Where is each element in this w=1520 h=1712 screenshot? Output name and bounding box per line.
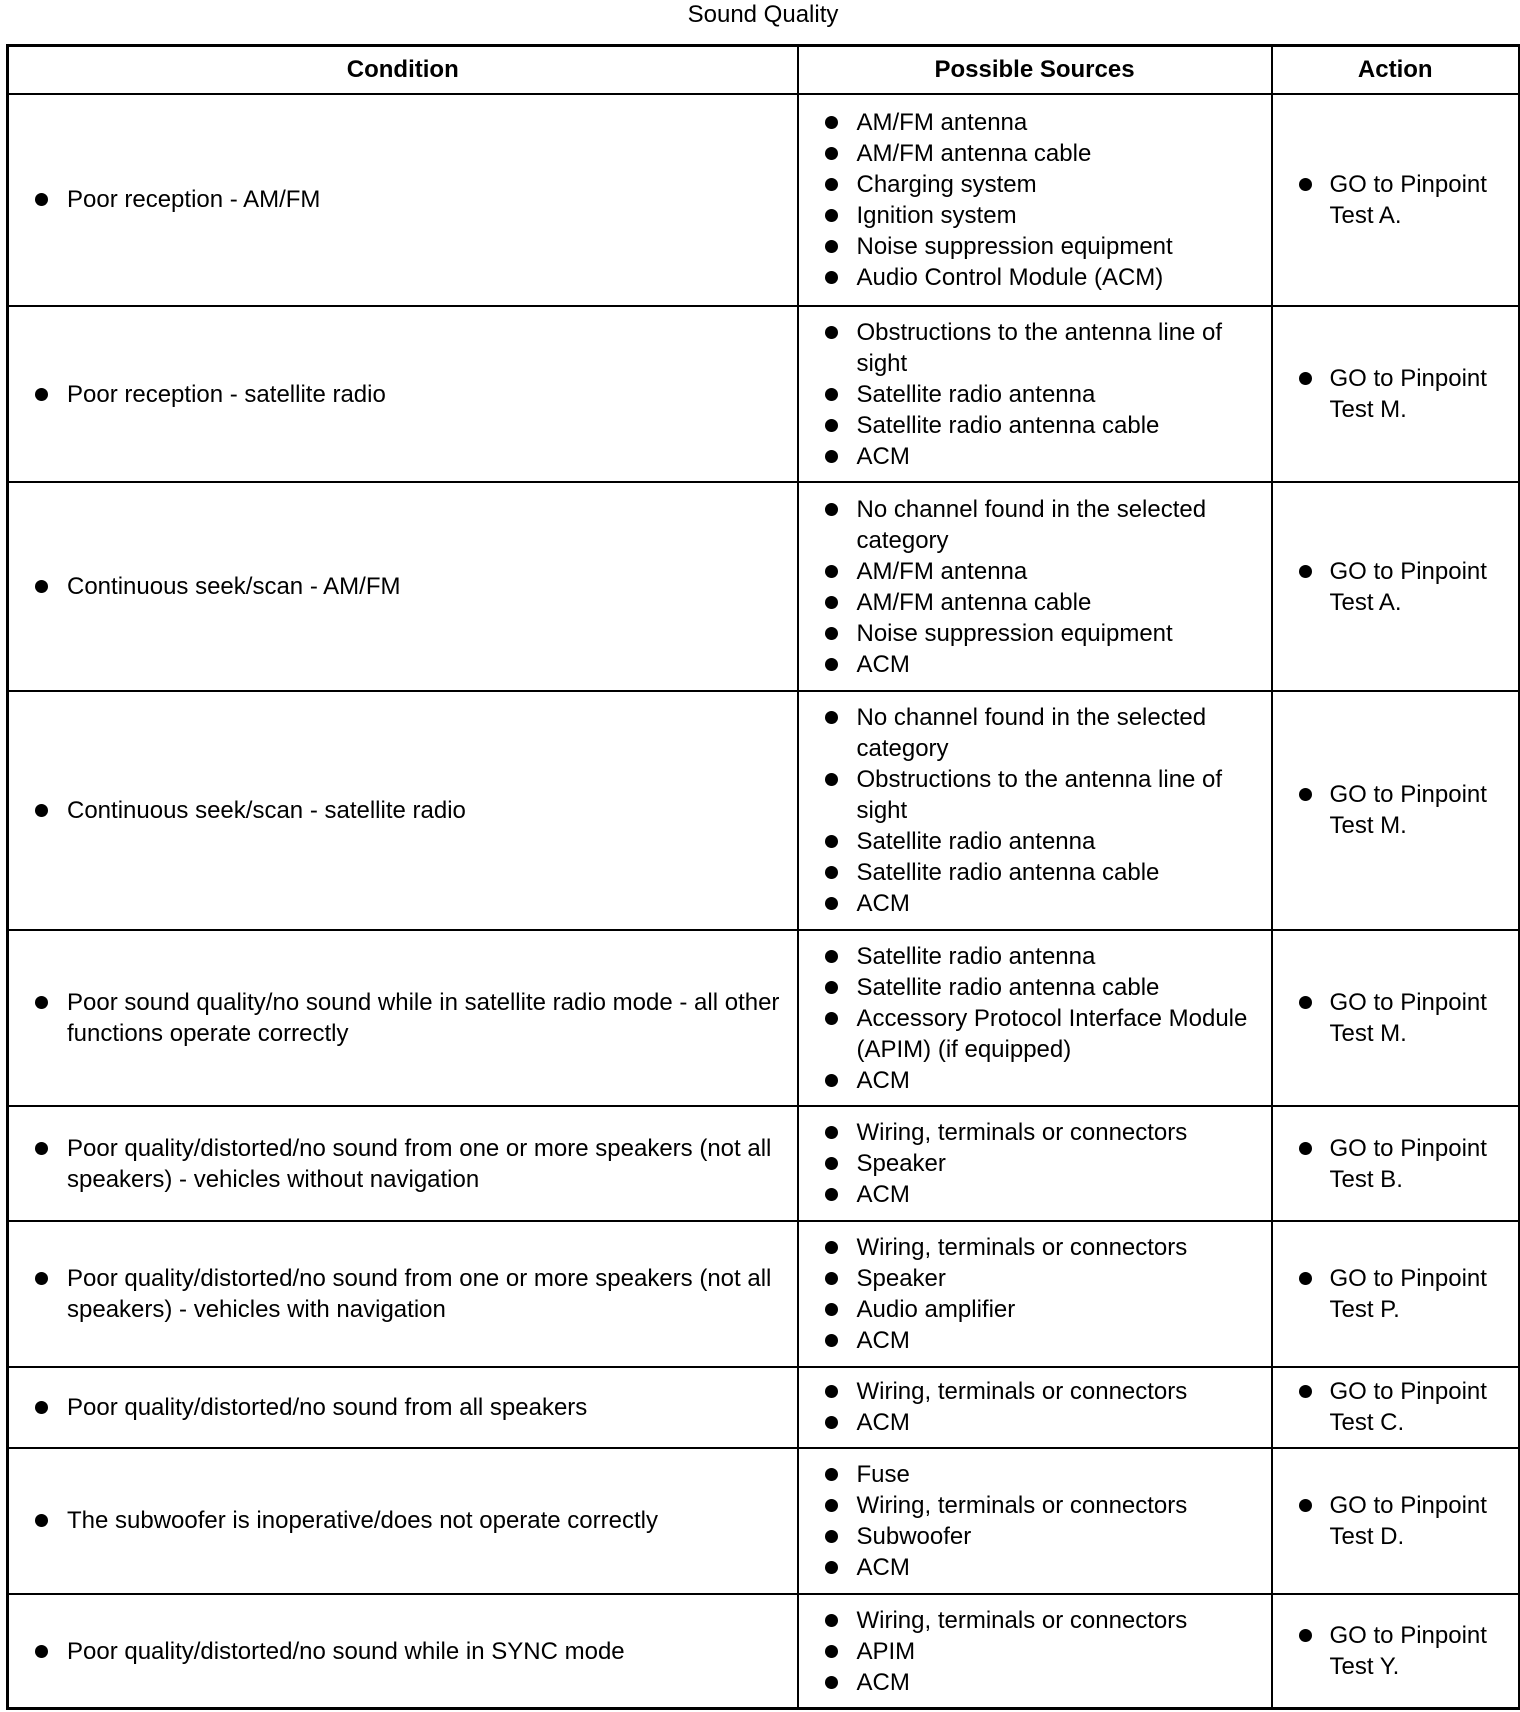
header-action: Action xyxy=(1272,46,1520,95)
bullet-icon xyxy=(825,711,838,724)
bullet-icon xyxy=(35,804,48,817)
possible-sources-cell-list xyxy=(799,1605,1271,1698)
condition-cell-list xyxy=(9,379,797,410)
possible-sources-cell xyxy=(798,482,1272,691)
table-row xyxy=(8,1221,1520,1367)
possible-sources-cell xyxy=(798,306,1272,483)
bullet-icon xyxy=(825,240,838,253)
action-cell xyxy=(1272,1221,1520,1367)
bullet-icon xyxy=(825,981,838,994)
list-item-text: AM/FM antenna cable xyxy=(856,588,1092,616)
list-item-text: Satellite radio antenna cable xyxy=(856,973,1160,1001)
list-item-text: ACM xyxy=(856,889,910,917)
list-item-text: No channel found in the selected category xyxy=(856,703,1207,762)
bullet-icon xyxy=(35,1401,48,1414)
list-item-text: No channel found in the selected category xyxy=(856,495,1207,554)
list-item xyxy=(9,1133,797,1195)
list-item-text: Wiring, terminals or connectors xyxy=(856,1491,1188,1519)
bullet-icon xyxy=(825,1126,838,1139)
list-item xyxy=(799,1003,1271,1065)
list-item-text: GO to Pinpoint Test B. xyxy=(1329,1134,1487,1193)
list-item-text: ACM xyxy=(856,442,910,470)
list-item xyxy=(799,1407,1271,1438)
list-item-text: GO to Pinpoint Test P. xyxy=(1329,1265,1487,1324)
action-cell-list xyxy=(1273,169,1519,231)
list-item-text: Satellite radio antenna xyxy=(856,380,1096,408)
list-item-text: Speaker xyxy=(856,1150,946,1178)
list-item-text: Poor quality/distorted/no sound from one or more speakers (not all speakers) - vehicles without navigation xyxy=(67,1134,772,1193)
condition-cell-list xyxy=(9,184,797,215)
possible-sources-cell-list xyxy=(799,494,1271,680)
condition-cell xyxy=(8,1221,798,1367)
table-caption: Sound Quality xyxy=(687,1,839,28)
possible-sources-cell xyxy=(798,1367,1272,1447)
condition-cell xyxy=(8,1594,798,1708)
list-item-text: Continuous seek/scan - satellite radio xyxy=(67,796,466,824)
list-item-text: Subwoofer xyxy=(856,1522,972,1550)
list-item-text: Wiring, terminals or connectors xyxy=(856,1119,1188,1147)
list-item xyxy=(799,1294,1271,1325)
list-item-text: Noise suppression equipment xyxy=(856,619,1173,647)
list-item xyxy=(799,231,1271,262)
bullet-icon xyxy=(1299,565,1312,578)
list-item-text: Poor quality/distorted/no sound from all speakers xyxy=(67,1393,588,1421)
list-item xyxy=(799,494,1271,556)
list-item xyxy=(799,972,1271,1003)
list-item xyxy=(1273,779,1519,841)
list-item xyxy=(799,1459,1271,1490)
condition-cell-list xyxy=(9,1505,797,1536)
bullet-icon xyxy=(35,193,48,206)
bullet-icon xyxy=(825,1676,838,1689)
bullet-icon xyxy=(1299,788,1312,801)
list-item xyxy=(799,1490,1271,1521)
list-item-text: GO to Pinpoint Test A. xyxy=(1329,170,1487,229)
bullet-icon xyxy=(825,1530,838,1543)
bullet-icon xyxy=(825,835,838,848)
list-item xyxy=(9,571,797,602)
bullet-icon xyxy=(825,450,838,463)
bullet-icon xyxy=(1299,996,1312,1009)
bullet-icon xyxy=(825,1272,838,1285)
condition-cell-list xyxy=(9,1263,797,1325)
list-item-text: Continuous seek/scan - AM/FM xyxy=(67,573,401,601)
condition-cell-list xyxy=(9,1133,797,1195)
list-item xyxy=(799,169,1271,200)
action-cell-list xyxy=(1273,779,1519,841)
action-cell-list xyxy=(1273,556,1519,618)
list-item xyxy=(9,987,797,1049)
list-item xyxy=(799,107,1271,138)
possible-sources-cell xyxy=(798,930,1272,1107)
list-item xyxy=(799,1232,1271,1263)
action-cell xyxy=(1272,94,1520,306)
bullet-icon xyxy=(825,1074,838,1087)
possible-sources-cell-list xyxy=(799,317,1271,472)
possible-sources-cell-list xyxy=(799,1376,1271,1438)
table-row xyxy=(8,1367,1520,1447)
list-item xyxy=(9,1392,797,1423)
sound-quality-table xyxy=(6,44,1520,1710)
list-item xyxy=(799,1552,1271,1583)
list-item xyxy=(1273,363,1519,425)
list-item-text: APIM xyxy=(856,1637,916,1665)
action-cell-list xyxy=(1273,1263,1519,1325)
list-item-text: GO to Pinpoint Test Y. xyxy=(1329,1622,1487,1681)
list-item-text: Ignition system xyxy=(856,201,1017,229)
list-item-text: ACM xyxy=(856,1181,910,1209)
condition-cell xyxy=(8,306,798,483)
possible-sources-cell-list xyxy=(799,1459,1271,1583)
list-item xyxy=(9,1263,797,1325)
action-cell xyxy=(1272,1106,1520,1220)
table-body xyxy=(8,94,1520,1709)
bullet-icon xyxy=(825,116,838,129)
bullet-icon xyxy=(825,950,838,963)
action-cell xyxy=(1272,1594,1520,1708)
list-item-text: Charging system xyxy=(856,170,1037,198)
bullet-icon xyxy=(825,1385,838,1398)
list-item xyxy=(799,1521,1271,1552)
bullet-icon xyxy=(825,1303,838,1316)
list-item xyxy=(1273,1620,1519,1682)
bullet-icon xyxy=(825,627,838,640)
bullet-icon xyxy=(35,1645,48,1658)
list-item xyxy=(799,317,1271,379)
list-item xyxy=(9,1636,797,1667)
condition-cell-list xyxy=(9,987,797,1049)
list-item-text: AM/FM antenna xyxy=(856,557,1028,585)
list-item xyxy=(799,556,1271,587)
action-cell-list xyxy=(1273,363,1519,425)
list-item-text: Poor reception - AM/FM xyxy=(67,186,321,214)
condition-cell-list xyxy=(9,795,797,826)
action-cell-list xyxy=(1273,1620,1519,1682)
action-cell xyxy=(1272,306,1520,483)
list-item-text: ACM xyxy=(856,1409,910,1437)
bullet-icon xyxy=(825,1499,838,1512)
list-item xyxy=(9,1505,797,1536)
possible-sources-cell-list xyxy=(799,1232,1271,1356)
bullet-icon xyxy=(825,596,838,609)
list-item xyxy=(799,888,1271,919)
list-item xyxy=(799,702,1271,764)
bullet-icon xyxy=(825,1645,838,1658)
bullet-icon xyxy=(35,996,48,1009)
list-item-text: Wiring, terminals or connectors xyxy=(856,1606,1188,1634)
table-row xyxy=(8,482,1520,691)
possible-sources-cell-list xyxy=(799,941,1271,1096)
bullet-icon xyxy=(825,1241,838,1254)
condition-cell-list xyxy=(9,1636,797,1667)
action-cell xyxy=(1272,482,1520,691)
list-item-text: Poor sound quality/no sound while in satellite radio mode - all other functions operate correctly xyxy=(67,989,780,1048)
list-item xyxy=(799,410,1271,441)
list-item-text: Speaker xyxy=(856,1265,946,1293)
table-row xyxy=(8,1106,1520,1220)
bullet-icon xyxy=(1299,1499,1312,1512)
bullet-icon xyxy=(35,580,48,593)
possible-sources-cell xyxy=(798,691,1272,930)
list-item-text: ACM xyxy=(856,1327,910,1355)
list-item xyxy=(799,1148,1271,1179)
header-condition: Condition xyxy=(8,46,798,95)
list-item-text: Wiring, terminals or connectors xyxy=(856,1378,1188,1406)
list-item-text: Poor reception - satellite radio xyxy=(67,380,386,408)
list-item-text: Audio Control Module (ACM) xyxy=(856,263,1164,291)
list-item xyxy=(799,1263,1271,1294)
action-cell-list xyxy=(1273,987,1519,1049)
possible-sources-cell-list xyxy=(799,1117,1271,1210)
list-item xyxy=(799,441,1271,472)
list-item xyxy=(1273,1376,1519,1438)
list-item-text: Satellite radio antenna cable xyxy=(856,411,1160,439)
bullet-icon xyxy=(825,866,838,879)
list-item xyxy=(799,826,1271,857)
list-item-text: AM/FM antenna cable xyxy=(856,139,1092,167)
list-item xyxy=(799,941,1271,972)
bullet-icon xyxy=(1299,178,1312,191)
list-item xyxy=(799,857,1271,888)
list-item-text: Obstructions to the antenna line of sight xyxy=(856,765,1223,824)
bullet-icon xyxy=(825,658,838,671)
list-item xyxy=(799,1376,1271,1407)
list-item-text: Obstructions to the antenna line of sight xyxy=(856,318,1223,377)
list-item-text: ACM xyxy=(856,1066,910,1094)
list-item xyxy=(799,1667,1271,1698)
list-item xyxy=(9,184,797,215)
list-item-text: Satellite radio antenna cable xyxy=(856,858,1160,886)
bullet-icon xyxy=(825,503,838,516)
table-row xyxy=(8,691,1520,930)
list-item-text: Accessory Protocol Interface Module (APIM) (if equipped) xyxy=(856,1004,1248,1063)
bullet-icon xyxy=(825,1157,838,1170)
list-item xyxy=(1273,169,1519,231)
bullet-icon xyxy=(825,271,838,284)
condition-cell-list xyxy=(9,571,797,602)
bullet-icon xyxy=(825,773,838,786)
bullet-icon xyxy=(825,1561,838,1574)
list-item-text: GO to Pinpoint Test A. xyxy=(1329,557,1487,616)
list-item-text: Poor quality/distorted/no sound from one or more speakers (not all speakers) - vehicles with navigation xyxy=(67,1265,772,1324)
list-item-text: Poor quality/distorted/no sound while in SYNC mode xyxy=(67,1637,625,1665)
condition-cell xyxy=(8,1106,798,1220)
list-item xyxy=(799,1065,1271,1096)
bullet-icon xyxy=(1299,372,1312,385)
list-item xyxy=(799,1117,1271,1148)
bullet-icon xyxy=(825,1416,838,1429)
bullet-icon xyxy=(825,419,838,432)
list-item-text: Noise suppression equipment xyxy=(856,232,1173,260)
list-item xyxy=(799,618,1271,649)
possible-sources-cell xyxy=(798,1106,1272,1220)
list-item xyxy=(799,1179,1271,1210)
bullet-icon xyxy=(825,1188,838,1201)
list-item xyxy=(9,379,797,410)
possible-sources-cell xyxy=(798,1221,1272,1367)
list-item xyxy=(799,262,1271,293)
bullet-icon xyxy=(35,388,48,401)
list-item xyxy=(9,795,797,826)
list-item xyxy=(1273,556,1519,618)
bullet-icon xyxy=(825,388,838,401)
list-item-text: Audio amplifier xyxy=(856,1296,1016,1324)
list-item-text: GO to Pinpoint Test M. xyxy=(1329,989,1487,1048)
list-item-text: GO to Pinpoint Test M. xyxy=(1329,365,1487,424)
header-possible-sources: Possible Sources xyxy=(798,46,1272,95)
list-item xyxy=(799,379,1271,410)
list-item-text: ACM xyxy=(856,1668,910,1696)
action-cell xyxy=(1272,1367,1520,1447)
list-item xyxy=(1273,1263,1519,1325)
table-row xyxy=(8,1594,1520,1708)
list-item-text: Fuse xyxy=(856,1460,910,1488)
list-item-text: Satellite radio antenna xyxy=(856,827,1096,855)
bullet-icon xyxy=(35,1142,48,1155)
table-row xyxy=(8,306,1520,483)
list-item xyxy=(799,1636,1271,1667)
condition-cell xyxy=(8,482,798,691)
bullet-icon xyxy=(35,1514,48,1527)
action-cell-list xyxy=(1273,1133,1519,1195)
list-item-text: GO to Pinpoint Test M. xyxy=(1329,781,1487,840)
action-cell xyxy=(1272,691,1520,930)
list-item xyxy=(799,138,1271,169)
possible-sources-cell xyxy=(798,1594,1272,1708)
bullet-icon xyxy=(825,1468,838,1481)
list-item xyxy=(799,1605,1271,1636)
list-item xyxy=(1273,1490,1519,1552)
possible-sources-cell-list xyxy=(799,702,1271,919)
bullet-icon xyxy=(825,565,838,578)
condition-cell xyxy=(8,691,798,930)
condition-cell xyxy=(8,930,798,1107)
action-cell xyxy=(1272,1448,1520,1594)
condition-cell xyxy=(8,1448,798,1594)
action-cell-list xyxy=(1273,1490,1519,1552)
condition-cell xyxy=(8,94,798,306)
list-item-text: Wiring, terminals or connectors xyxy=(856,1234,1188,1262)
bullet-icon xyxy=(1299,1385,1312,1398)
table-row xyxy=(8,930,1520,1107)
list-item xyxy=(799,587,1271,618)
action-cell xyxy=(1272,930,1520,1107)
bullet-icon xyxy=(1299,1629,1312,1642)
list-item-text: AM/FM antenna xyxy=(856,108,1028,136)
header-row xyxy=(8,46,1520,95)
bullet-icon xyxy=(825,326,838,339)
list-item xyxy=(1273,1133,1519,1195)
bullet-icon xyxy=(825,897,838,910)
action-cell-list xyxy=(1273,1376,1519,1438)
possible-sources-cell-list xyxy=(799,107,1271,293)
bullet-icon xyxy=(825,1614,838,1627)
table-row xyxy=(8,94,1520,306)
condition-cell-list xyxy=(9,1392,797,1423)
bullet-icon xyxy=(825,178,838,191)
list-item-text: Satellite radio antenna xyxy=(856,942,1096,970)
list-item xyxy=(799,200,1271,231)
list-item-text: GO to Pinpoint Test D. xyxy=(1329,1491,1487,1550)
possible-sources-cell xyxy=(798,94,1272,306)
list-item-text: GO to Pinpoint Test C. xyxy=(1329,1378,1487,1437)
bullet-icon xyxy=(1299,1272,1312,1285)
possible-sources-cell xyxy=(798,1448,1272,1594)
list-item-text: ACM xyxy=(856,1553,910,1581)
list-item-text: ACM xyxy=(856,650,910,678)
bullet-icon xyxy=(35,1272,48,1285)
bullet-icon xyxy=(1299,1142,1312,1155)
bullet-icon xyxy=(825,1334,838,1347)
list-item xyxy=(799,649,1271,680)
list-item-text: The subwoofer is inoperative/does not operate correctly xyxy=(67,1507,658,1535)
bullet-icon xyxy=(825,147,838,160)
bullet-icon xyxy=(825,209,838,222)
list-item xyxy=(799,1325,1271,1356)
list-item xyxy=(1273,987,1519,1049)
table-row xyxy=(8,1448,1520,1594)
bullet-icon xyxy=(825,1012,838,1025)
condition-cell xyxy=(8,1367,798,1447)
list-item xyxy=(799,764,1271,826)
